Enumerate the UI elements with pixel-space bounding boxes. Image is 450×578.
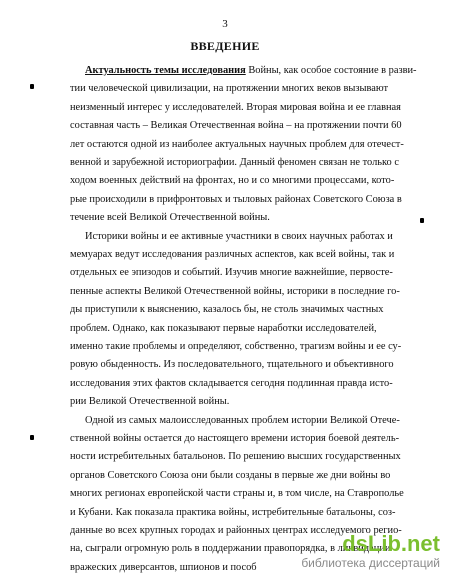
paragraph-line: ственной войны остается до настоящего времени история боевой деятель- xyxy=(70,433,400,444)
paragraph-line-tail: Войны, как особое состояние в разви- xyxy=(245,65,417,76)
paragraph-line: ности истребительных батальонов. По решению высших государственных xyxy=(70,451,401,463)
paragraph-line: Одной из самых малоисследованных проблем истории Великой Отече- xyxy=(85,414,400,426)
paragraph-line: вражеских диверсантов, шпионов и пособ xyxy=(70,561,257,573)
paragraph-line: данные во всех крупных городах и районных центрах исследуемого регио- xyxy=(70,525,402,536)
scan-mark xyxy=(420,218,424,223)
watermark-tagline: библиотека диссертаций xyxy=(301,556,440,570)
paragraph-line: проблем. Однако, как показывают первые наработки исследователей, xyxy=(70,322,377,334)
paragraph-line: тии человеческой цивилизации, на протяжении многих веков вызывают xyxy=(70,83,389,95)
paragraph-line: лет остаются одной из наиболее актуальных научных проблем для отечест- xyxy=(70,138,404,150)
paragraph-line: составная часть – Великая Отечественная война – на протяжении почти 60 xyxy=(70,120,402,132)
watermark xyxy=(301,532,440,570)
page-heading: ВВЕДЕНИЕ xyxy=(190,39,260,53)
paragraph-line: ровую обыденность. Из последовательного, тщательного и объективного xyxy=(70,359,394,371)
paragraph-line: Историки войны и ее активные участники в своих научных работах и xyxy=(85,230,393,242)
scan-mark xyxy=(30,435,34,440)
paragraph-line: мемуарах ведут исследования различных аспектов, как всей войны, так и xyxy=(70,249,395,260)
paragraph-line: именно такие проблемы и определяют, собственно, трагизм войны и ее су- xyxy=(70,341,402,352)
paragraph-line: ходом военных действий на фронтах, но и со многими процессами, кото- xyxy=(70,175,395,187)
paragraph-line: исследования этих фактов складывается сегодня подлинная правда исто- xyxy=(70,377,393,389)
paragraph-line: течение всей Великой Отечественной войны. xyxy=(70,212,270,224)
watermark-logo: dsLib.net xyxy=(342,531,440,556)
paragraph-line: отдельных ее эпизодов и событий. Изучив многие важнейшие, первосте- xyxy=(70,267,393,279)
paragraph-line: ды приступили к выяснению, казалось бы, не столь значимых частных xyxy=(70,304,384,316)
paragraph-line: органов Советского Союза они были созданы в первые же дни войны во xyxy=(70,469,391,481)
paragraph-line: многих регионах европейской части страны и, в том числе, на Ставрополье xyxy=(70,488,404,500)
paragraph-line: пенные аспекты Великой Отечественной войны, историки в последние го- xyxy=(70,285,400,297)
paragraph-line: неизменный интерес у исследователей. Вторая мировая война и ее главная xyxy=(70,101,401,113)
paragraph-line xyxy=(85,65,417,77)
paragraph-line: венной и зарубежной историографии. Данный феномен связан не только с xyxy=(70,157,399,168)
paragraph-line: на, сыграли огромную роль в поддержании правопорядка, в ликвидации xyxy=(70,543,391,555)
paragraph-line: и Кубани. Как показала практика войны, истребительные батальоны, соз- xyxy=(70,506,396,518)
paragraph-line: рые происходили в прифронтовых и тыловых районах Советского Союза в xyxy=(70,193,402,205)
lead-term: Актуальность темы исследования xyxy=(85,65,246,76)
paragraph-line: рии Великой Отечественной войны. xyxy=(70,396,230,408)
page-number: 3 xyxy=(222,18,228,30)
scan-mark xyxy=(30,84,34,89)
